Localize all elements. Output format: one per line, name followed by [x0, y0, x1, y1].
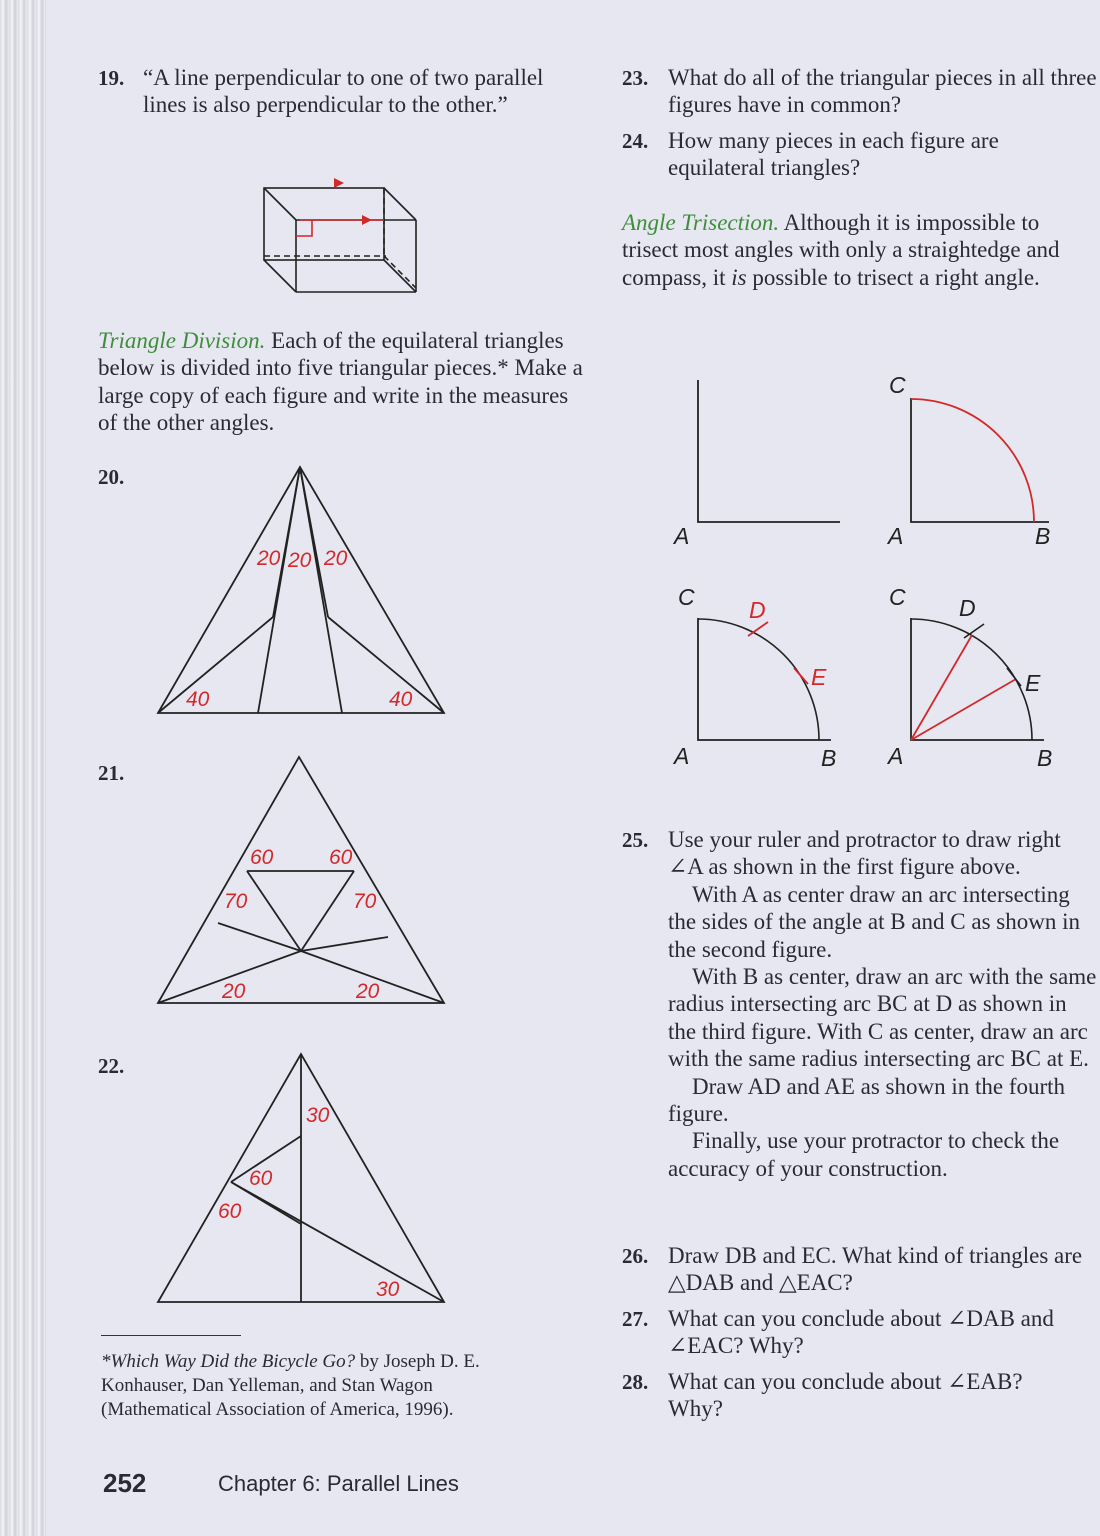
- trisection-figure-2: [909, 380, 1059, 530]
- footnote-rule: [101, 1335, 241, 1336]
- q23-text: What do all of the triangular pieces in all three figures have in common?: [668, 65, 1097, 118]
- q25-text: [668, 826, 1098, 1182]
- q20-angle-label: 40: [186, 688, 210, 711]
- q21-number: 21.: [98, 761, 125, 785]
- q24-number: 24.: [622, 129, 649, 153]
- q21-triangle-figure: [156, 755, 456, 1010]
- q25-step-2: With A as center draw an arc intersecting the sides of the angle at B and C as shown in the second figure.: [668, 881, 1081, 962]
- q25-number: 25.: [622, 828, 649, 852]
- q24-text: How many pieces in each figure are equilateral triangles?: [668, 128, 999, 181]
- fig4-label-a: A: [888, 743, 904, 769]
- textbook-page: [46, 0, 1100, 1536]
- triangle-division-text: Each of the equilateral triangles below is divided into five triangular pieces.* Make a large copy of each figure and write in the measures of the other angles.: [98, 328, 583, 436]
- fig4-label-e: E: [1025, 670, 1041, 696]
- q21-angle-label: 20: [356, 980, 380, 1003]
- q26-number: 26.: [622, 1244, 649, 1268]
- q21-angle-label: 70: [224, 890, 248, 913]
- fig4-label-b: B: [1037, 745, 1053, 771]
- footnote: [101, 1350, 541, 1422]
- q23-number: 23.: [622, 66, 649, 90]
- fig4-label-d: D: [959, 595, 976, 621]
- fig3-label-b: B: [821, 745, 837, 771]
- fig3-label-a: A: [674, 743, 690, 769]
- triangle-division-title: Triangle Division.: [98, 328, 266, 353]
- triangle-division-paragraph: [98, 327, 588, 437]
- fig4-label-c: C: [889, 584, 906, 610]
- angle-trisection-text-end: possible to trisect a right angle.: [746, 264, 1040, 290]
- q25-step-1: Use your ruler and protractor to draw right ∠A as shown in the first figure above.: [668, 827, 1061, 880]
- angle-trisection-text: Although it is impossible to trisect most angles with only a straightedge and compass, it: [622, 210, 1060, 290]
- fig3-label-d: D: [749, 597, 766, 623]
- q28-text: What can you conclude about ∠EAB? Why?: [668, 1369, 1023, 1422]
- q21-angle-label: 70: [353, 890, 377, 913]
- chapter-title: Chapter 6: Parallel Lines: [218, 1471, 459, 1496]
- q19-number: 19.: [98, 66, 125, 90]
- fig2-label-a: A: [888, 523, 904, 549]
- page-number: 252: [103, 1468, 147, 1498]
- fig3-label-c: C: [678, 584, 695, 610]
- angle-trisection-emphasis: is: [731, 264, 747, 290]
- q22-angle-label: 30: [376, 1278, 400, 1301]
- q25-step-5: Finally, use your protractor to check the accuracy of your construction.: [668, 1128, 1060, 1181]
- q22-angle-label: 60: [249, 1167, 273, 1190]
- q28-number: 28.: [622, 1370, 649, 1394]
- q25-step-3: With B as center, draw an arc with the same radius intersecting arc BC at D as shown in the third figure. With C as center, draw an arc with the same radius intersecting arc BC at E.: [668, 964, 1097, 1072]
- q25-step-4: Draw AD and AE as shown in the fourth figure.: [668, 1073, 1066, 1127]
- fig1-label-a: A: [674, 523, 690, 549]
- q21-angle-label: 60: [329, 846, 353, 869]
- angle-trisection-title: Angle Trisection.: [622, 210, 780, 235]
- q20-angle-label: 20: [257, 547, 281, 570]
- q20-angle-label: 20: [288, 549, 312, 572]
- fig2-label-c: C: [889, 372, 906, 398]
- q26-text: Draw DB and EC. What kind of triangles are △DAB and △EAC?: [668, 1243, 1083, 1296]
- q22-angle-label: 60: [218, 1200, 242, 1223]
- q20-angle-label: 20: [324, 547, 348, 570]
- fig2-label-b: B: [1035, 523, 1051, 549]
- q21-angle-label: 60: [250, 846, 274, 869]
- q21-angle-label: 20: [222, 980, 246, 1003]
- q27-text: What can you conclude about ∠DAB and ∠EAC? Why?: [668, 1306, 1054, 1359]
- q22-number: 22.: [98, 1054, 125, 1078]
- trisection-figure-1: [696, 380, 846, 530]
- footnote-text: by Joseph D. E. Konhauser, Dan Yelleman, and Stan Wagon (Mathematical Association of America, 1996).: [101, 1351, 480, 1420]
- q22-angle-label: 30: [306, 1104, 330, 1127]
- angle-trisection-paragraph: [622, 209, 1092, 291]
- q19-box-figure: [256, 176, 426, 296]
- q20-number: 20.: [98, 465, 125, 489]
- q27-number: 27.: [622, 1307, 649, 1331]
- book-spine: [0, 0, 46, 1536]
- q20-triangle-figure: [156, 465, 456, 715]
- q20-angle-label: 40: [389, 688, 413, 711]
- q19-text: “A line perpendicular to one of two parallel lines is also perpendicular to the other.”: [143, 65, 544, 118]
- q22-triangle-figure: [156, 1052, 456, 1307]
- fig3-label-e: E: [811, 664, 827, 690]
- footnote-title: *Which Way Did the Bicycle Go?: [101, 1351, 356, 1372]
